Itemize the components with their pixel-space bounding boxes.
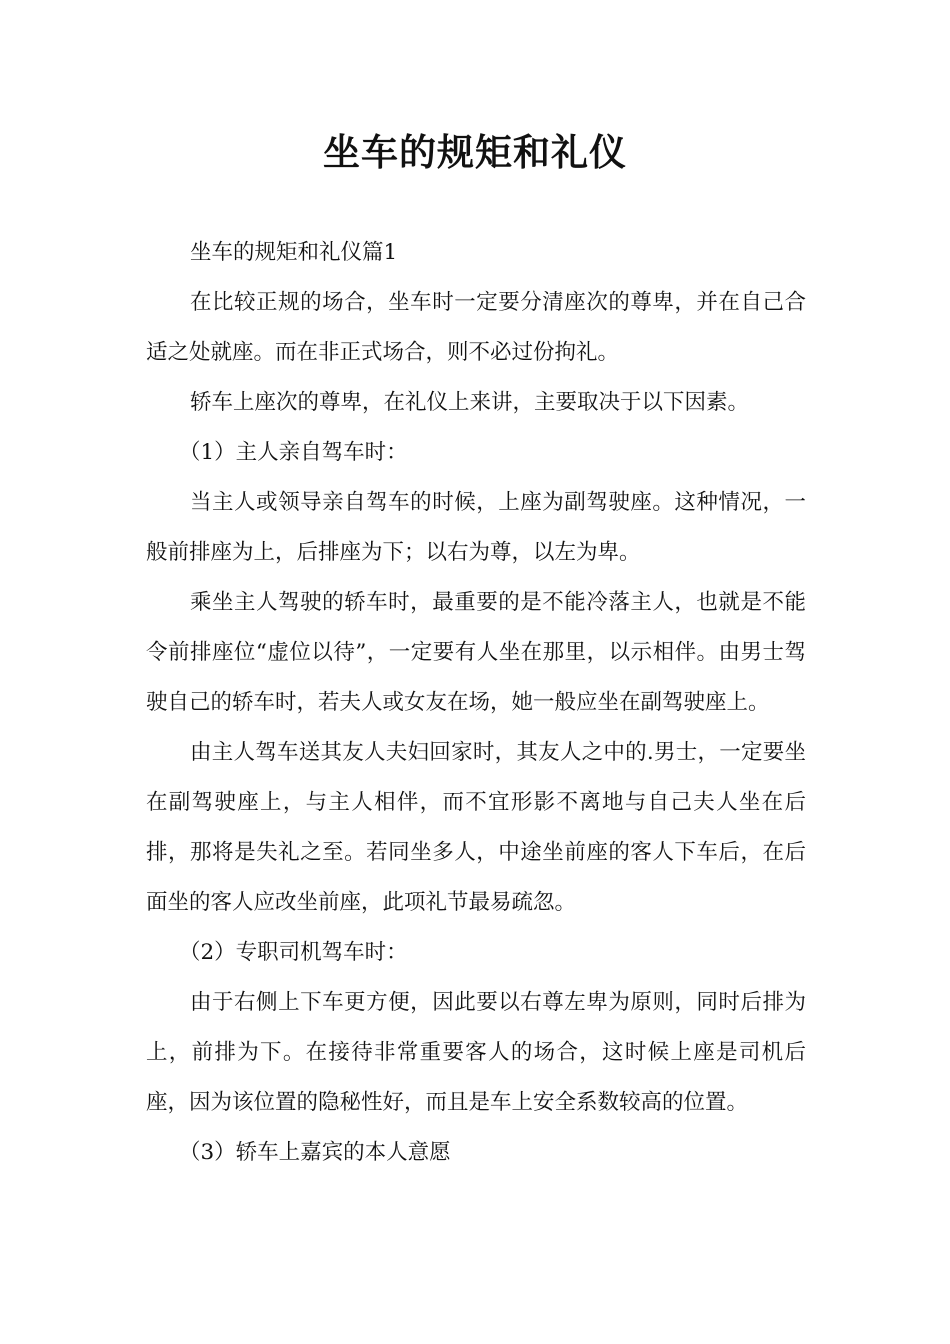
- document-body: [146, 228, 806, 1178]
- document-title: 坐车的规矩和礼仪: [323, 131, 627, 174]
- paragraph: 乘坐主人驾驶的轿车时，最重要的是不能冷落主人，也就是不能令前排座位“虚位以待”，一定要有人坐在那里，以示相伴。由男士驾驶自己的轿车时，若夫人或女友在场，她一般应坐在副驾驶座上。: [146, 590, 806, 715]
- paragraph: 当主人或领导亲自驾车的时候，上座为副驾驶座。这种情况，一般前排座为上，后排座为下；以右为尊，以左为卑。: [146, 490, 806, 565]
- paragraph: 由于右侧上下车更方便，因此要以右尊左卑为原则，同时后排为上，前排为下。在接待非常重要客人的场合，这时候上座是司机后座，因为该位置的隐秘性好，而且是车上安全系数较高的位置。: [146, 990, 806, 1115]
- subheading: （2）专职司机驾车时：: [179, 940, 408, 965]
- section-heading: 坐车的规矩和礼仪篇1: [190, 240, 398, 265]
- paragraph: 由主人驾车送其友人夫妇回家时，其友人之中的.男士，一定要坐在副驾驶座上，与主人相伴，而不宜形影不离地与自己夫人坐在后排，那将是失礼之至。若同坐多人，中途坐前座的客人下车后，在后面坐的客人应改坐前座，此项礼节最易疏忽。: [146, 740, 806, 915]
- subheading: （3）轿车上嘉宾的本人意愿: [179, 1140, 451, 1165]
- subheading: （1）主人亲自驾车时：: [179, 440, 408, 465]
- paragraph: 在比较正规的场合，坐车时一定要分清座次的尊卑，并在自己合适之处就座。而在非正式场合，则不必过份拘礼。: [146, 290, 806, 365]
- paragraph: 轿车上座次的尊卑，在礼仪上来讲，主要取决于以下因素。: [190, 390, 750, 415]
